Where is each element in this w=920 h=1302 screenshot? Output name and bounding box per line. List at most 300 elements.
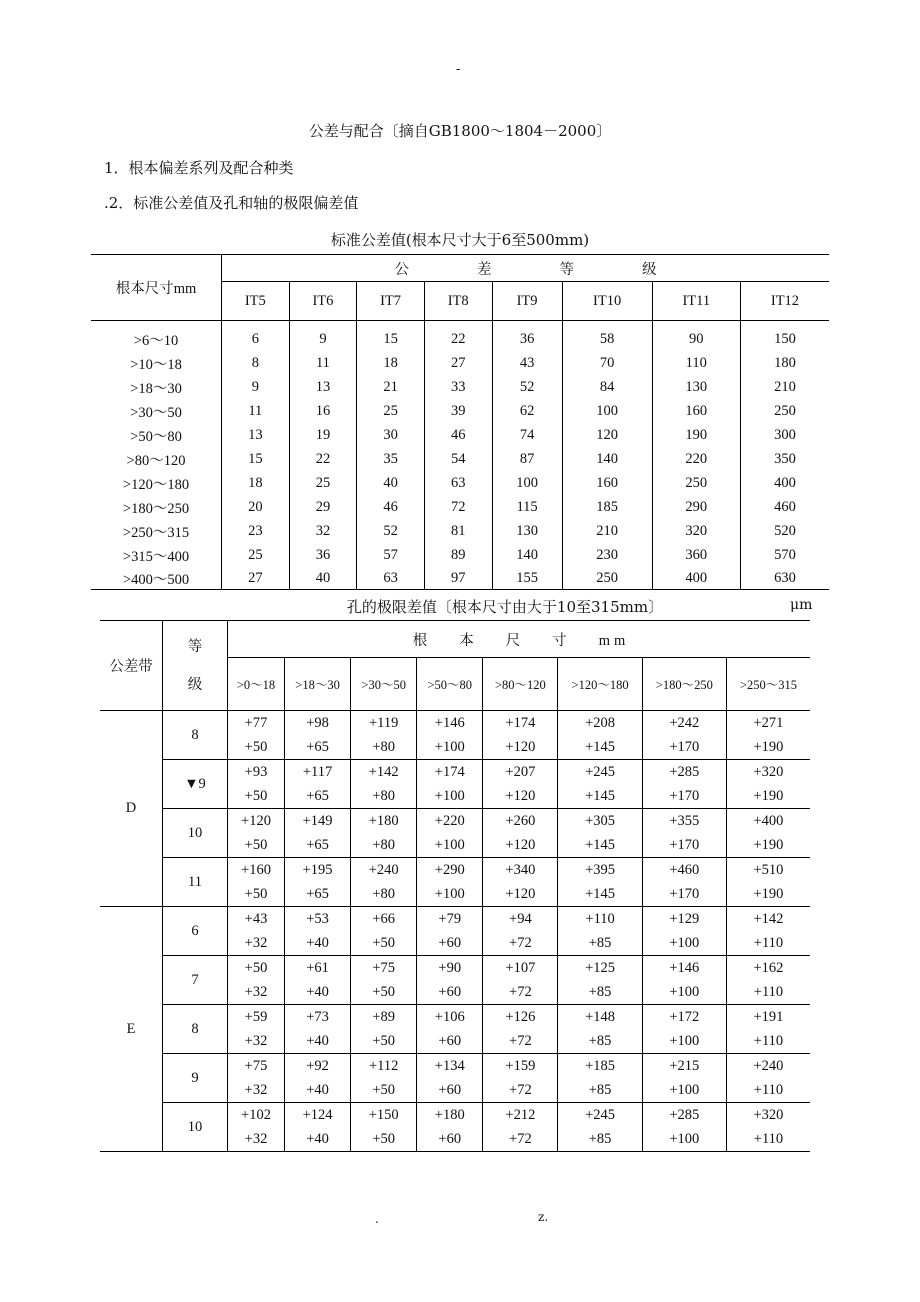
grade-cell: ▼9 bbox=[163, 760, 228, 809]
table-row bbox=[100, 1054, 810, 1079]
upper-deviation-cell: +93 bbox=[228, 760, 285, 785]
lower-deviation-cell: +100 bbox=[642, 1127, 726, 1152]
upper-deviation-cell: +160 bbox=[228, 858, 285, 883]
lower-deviation-cell: +85 bbox=[558, 1029, 642, 1054]
grade-cell: 8 bbox=[163, 1005, 228, 1054]
tolerance-cell: 72 bbox=[424, 495, 492, 519]
tolerance-cell: 20 bbox=[222, 495, 290, 519]
lower-deviation-cell: +100 bbox=[642, 980, 726, 1005]
size-group-header: 根 本 尺 寸 m m bbox=[228, 621, 811, 658]
tolerance-cell: 120 bbox=[562, 423, 652, 447]
upper-deviation-cell: +400 bbox=[726, 809, 810, 834]
section-heading-1: 1．根本偏差系列及配合种类 bbox=[104, 159, 294, 177]
upper-deviation-cell: +150 bbox=[351, 1103, 417, 1128]
upper-deviation-cell: +124 bbox=[285, 1103, 351, 1128]
tolerance-cell: 630 bbox=[740, 567, 829, 590]
table-row bbox=[91, 375, 829, 399]
upper-deviation-cell: +146 bbox=[642, 956, 726, 981]
upper-deviation-cell: +271 bbox=[726, 711, 810, 736]
upper-deviation-cell: +162 bbox=[726, 956, 810, 981]
hole-limit-deviation-table bbox=[100, 620, 810, 1152]
tolerance-cell: 160 bbox=[562, 471, 652, 495]
tolerance-cell: 25 bbox=[357, 399, 425, 423]
table-row bbox=[100, 809, 810, 834]
upper-deviation-cell: +142 bbox=[351, 760, 417, 785]
size-range-col-header: >0～18 bbox=[228, 658, 285, 711]
grade-col-header: IT11 bbox=[652, 282, 740, 321]
table-row bbox=[91, 423, 829, 447]
upper-deviation-cell: +240 bbox=[726, 1054, 810, 1079]
tolerance-cell: 360 bbox=[652, 543, 740, 567]
upper-deviation-cell: +212 bbox=[483, 1103, 558, 1128]
grade-header: 等 级 bbox=[163, 621, 228, 711]
lower-deviation-cell: +40 bbox=[285, 1029, 351, 1054]
table-row bbox=[91, 351, 829, 375]
size-range-cell: >180～250 bbox=[122, 500, 190, 517]
tolerance-cell: 15 bbox=[357, 321, 425, 352]
tolerance-cell: 19 bbox=[289, 423, 357, 447]
lower-deviation-cell: +100 bbox=[417, 735, 483, 760]
upper-deviation-cell: +90 bbox=[417, 956, 483, 981]
tolerance-cell: 100 bbox=[562, 399, 652, 423]
lower-deviation-cell: +50 bbox=[228, 735, 285, 760]
lower-deviation-cell: +50 bbox=[351, 1029, 417, 1054]
upper-deviation-cell: +285 bbox=[642, 760, 726, 785]
upper-deviation-cell: +180 bbox=[417, 1103, 483, 1128]
lower-deviation-cell: +60 bbox=[417, 1078, 483, 1103]
size-header: 根本尺寸mm bbox=[91, 255, 222, 321]
upper-deviation-cell: +77 bbox=[228, 711, 285, 736]
tolerance-cell: 400 bbox=[652, 567, 740, 590]
upper-deviation-cell: +148 bbox=[558, 1005, 642, 1030]
tolerance-cell: 115 bbox=[492, 495, 562, 519]
tolerance-cell: 54 bbox=[424, 447, 492, 471]
zone-header: 公差带 bbox=[100, 621, 163, 711]
lower-deviation-cell: +50 bbox=[228, 882, 285, 907]
upper-deviation-cell: +43 bbox=[228, 907, 285, 932]
lower-deviation-cell: +32 bbox=[228, 1127, 285, 1152]
upper-deviation-cell: +191 bbox=[726, 1005, 810, 1030]
upper-deviation-cell: +142 bbox=[726, 907, 810, 932]
lower-deviation-cell: +120 bbox=[483, 833, 558, 858]
upper-deviation-cell: +195 bbox=[285, 858, 351, 883]
table-row bbox=[91, 519, 829, 543]
upper-deviation-cell: +245 bbox=[558, 760, 642, 785]
upper-deviation-cell: +117 bbox=[285, 760, 351, 785]
unit-label: μm bbox=[790, 597, 813, 613]
size-range-cell: >18～30 bbox=[130, 380, 182, 397]
lower-deviation-cell: +85 bbox=[558, 1078, 642, 1103]
lower-deviation-cell: +145 bbox=[558, 882, 642, 907]
tolerance-cell: 185 bbox=[562, 495, 652, 519]
lower-deviation-cell: +72 bbox=[483, 980, 558, 1005]
size-range-cell: >315～400 bbox=[122, 548, 190, 565]
upper-deviation-cell: +120 bbox=[228, 809, 285, 834]
table1-caption: 标准公差值(根本尺寸大于6至500mm) bbox=[330, 231, 590, 249]
tolerance-cell: 40 bbox=[289, 567, 357, 590]
tolerance-cell: 25 bbox=[222, 543, 290, 567]
footer-left: . bbox=[375, 1212, 379, 1226]
lower-deviation-cell: +100 bbox=[642, 1029, 726, 1054]
tolerance-cell: 155 bbox=[492, 567, 562, 590]
upper-deviation-cell: +119 bbox=[351, 711, 417, 736]
tolerance-cell: 350 bbox=[740, 447, 829, 471]
table-row bbox=[100, 907, 810, 932]
upper-deviation-cell: +98 bbox=[285, 711, 351, 736]
tolerance-cell: 570 bbox=[740, 543, 829, 567]
upper-deviation-cell: +66 bbox=[351, 907, 417, 932]
upper-deviation-cell: +79 bbox=[417, 907, 483, 932]
upper-deviation-cell: +320 bbox=[726, 760, 810, 785]
upper-deviation-cell: +220 bbox=[417, 809, 483, 834]
lower-deviation-cell: +50 bbox=[228, 784, 285, 809]
lower-deviation-cell: +110 bbox=[726, 1078, 810, 1103]
lower-deviation-cell: +72 bbox=[483, 1029, 558, 1054]
tolerance-cell: 52 bbox=[357, 519, 425, 543]
tolerance-cell: 130 bbox=[492, 519, 562, 543]
lower-deviation-cell: +190 bbox=[726, 833, 810, 858]
lower-deviation-cell: +170 bbox=[642, 784, 726, 809]
tolerance-cell: 250 bbox=[740, 399, 829, 423]
lower-deviation-cell: +190 bbox=[726, 882, 810, 907]
upper-deviation-cell: +126 bbox=[483, 1005, 558, 1030]
lower-deviation-cell: +32 bbox=[228, 980, 285, 1005]
tolerance-cell: 210 bbox=[740, 375, 829, 399]
lower-deviation-cell: +60 bbox=[417, 931, 483, 956]
grade-cell: 10 bbox=[163, 1103, 228, 1152]
tolerance-cell: 190 bbox=[652, 423, 740, 447]
lower-deviation-cell: +60 bbox=[417, 980, 483, 1005]
table-row bbox=[91, 567, 829, 590]
lower-deviation-cell: +50 bbox=[228, 833, 285, 858]
upper-deviation-cell: +290 bbox=[417, 858, 483, 883]
upper-deviation-cell: +53 bbox=[285, 907, 351, 932]
tolerance-cell: 220 bbox=[652, 447, 740, 471]
tolerance-cell: 300 bbox=[740, 423, 829, 447]
tolerance-cell: 81 bbox=[424, 519, 492, 543]
tolerance-cell: 18 bbox=[357, 351, 425, 375]
lower-deviation-cell: +80 bbox=[351, 882, 417, 907]
lower-deviation-cell: +72 bbox=[483, 931, 558, 956]
upper-deviation-cell: +172 bbox=[642, 1005, 726, 1030]
tolerance-cell: 210 bbox=[562, 519, 652, 543]
grade-cell: 11 bbox=[163, 858, 228, 907]
tolerance-cell: 9 bbox=[222, 375, 290, 399]
upper-deviation-cell: +107 bbox=[483, 956, 558, 981]
upper-deviation-cell: +50 bbox=[228, 956, 285, 981]
tolerance-cell: 89 bbox=[424, 543, 492, 567]
page-title: 公差与配合〔摘自GB1800～1804－2000〕 bbox=[308, 122, 612, 140]
size-range-col-header: >180～250 bbox=[642, 658, 726, 711]
upper-deviation-cell: +395 bbox=[558, 858, 642, 883]
upper-deviation-cell: +242 bbox=[642, 711, 726, 736]
upper-deviation-cell: +245 bbox=[558, 1103, 642, 1128]
tolerance-cell: 35 bbox=[357, 447, 425, 471]
upper-deviation-cell: +146 bbox=[417, 711, 483, 736]
tolerance-cell: 140 bbox=[562, 447, 652, 471]
tolerance-zone-cell: E bbox=[100, 907, 163, 1152]
upper-deviation-cell: +129 bbox=[642, 907, 726, 932]
table-row bbox=[100, 1005, 810, 1030]
upper-deviation-cell: +89 bbox=[351, 1005, 417, 1030]
tolerance-cell: 87 bbox=[492, 447, 562, 471]
lower-deviation-cell: +120 bbox=[483, 784, 558, 809]
upper-deviation-cell: +102 bbox=[228, 1103, 285, 1128]
upper-deviation-cell: +125 bbox=[558, 956, 642, 981]
size-range-cell: >50～80 bbox=[130, 428, 182, 445]
table-row bbox=[91, 543, 829, 567]
tolerance-cell: 36 bbox=[492, 321, 562, 352]
size-range-col-header: >250～315 bbox=[726, 658, 810, 711]
table-row bbox=[91, 399, 829, 423]
lower-deviation-cell: +85 bbox=[558, 931, 642, 956]
grade-cell: 9 bbox=[163, 1054, 228, 1103]
lower-deviation-cell: +65 bbox=[285, 882, 351, 907]
tolerance-cell: 9 bbox=[289, 321, 357, 352]
grade-cell: 6 bbox=[163, 907, 228, 956]
standard-tolerance-table bbox=[91, 254, 829, 590]
upper-deviation-cell: +460 bbox=[642, 858, 726, 883]
grade-col-header: IT5 bbox=[222, 282, 290, 321]
tolerance-cell: 52 bbox=[492, 375, 562, 399]
size-range-col-header: >120～180 bbox=[558, 658, 642, 711]
tolerance-cell: 46 bbox=[424, 423, 492, 447]
table-row bbox=[91, 495, 829, 519]
grade-cell: 8 bbox=[163, 711, 228, 760]
upper-deviation-cell: +159 bbox=[483, 1054, 558, 1079]
tolerance-cell: 520 bbox=[740, 519, 829, 543]
tolerance-cell: 33 bbox=[424, 375, 492, 399]
tolerance-cell: 27 bbox=[424, 351, 492, 375]
table-row bbox=[91, 321, 829, 352]
tolerance-cell: 100 bbox=[492, 471, 562, 495]
tolerance-cell: 32 bbox=[289, 519, 357, 543]
lower-deviation-cell: +170 bbox=[642, 735, 726, 760]
tolerance-cell: 30 bbox=[357, 423, 425, 447]
lower-deviation-cell: +40 bbox=[285, 1078, 351, 1103]
lower-deviation-cell: +32 bbox=[228, 1029, 285, 1054]
grade-cell: 10 bbox=[163, 809, 228, 858]
lower-deviation-cell: +60 bbox=[417, 1029, 483, 1054]
tolerance-cell: 39 bbox=[424, 399, 492, 423]
lower-deviation-cell: +85 bbox=[558, 1127, 642, 1152]
upper-deviation-cell: +180 bbox=[351, 809, 417, 834]
grade-col-header: IT9 bbox=[492, 282, 562, 321]
tolerance-cell: 250 bbox=[562, 567, 652, 590]
lower-deviation-cell: +50 bbox=[351, 1127, 417, 1152]
upper-deviation-cell: +174 bbox=[417, 760, 483, 785]
tolerance-cell: 57 bbox=[357, 543, 425, 567]
size-range-col-header: >50～80 bbox=[417, 658, 483, 711]
tolerance-cell: 23 bbox=[222, 519, 290, 543]
tolerance-cell: 62 bbox=[492, 399, 562, 423]
tolerance-cell: 18 bbox=[222, 471, 290, 495]
upper-deviation-cell: +355 bbox=[642, 809, 726, 834]
upper-deviation-cell: +92 bbox=[285, 1054, 351, 1079]
size-range-cell: >400～500 bbox=[91, 567, 222, 590]
tolerance-cell: 11 bbox=[289, 351, 357, 375]
upper-deviation-cell: +510 bbox=[726, 858, 810, 883]
lower-deviation-cell: +50 bbox=[351, 1078, 417, 1103]
lower-deviation-cell: +110 bbox=[726, 1029, 810, 1054]
upper-deviation-cell: +240 bbox=[351, 858, 417, 883]
size-range-col-header: >30～50 bbox=[351, 658, 417, 711]
tolerance-cell: 320 bbox=[652, 519, 740, 543]
upper-deviation-cell: +106 bbox=[417, 1005, 483, 1030]
tolerance-cell: 84 bbox=[562, 375, 652, 399]
upper-deviation-cell: +75 bbox=[351, 956, 417, 981]
tolerance-cell: 230 bbox=[562, 543, 652, 567]
section-heading-2: .2．标准公差值及孔和轴的极限偏差值 bbox=[104, 194, 359, 212]
upper-deviation-cell: +112 bbox=[351, 1054, 417, 1079]
lower-deviation-cell: +100 bbox=[417, 882, 483, 907]
footer-right: z. bbox=[538, 1210, 549, 1224]
tolerance-cell: 250 bbox=[652, 471, 740, 495]
grade-col-header: IT12 bbox=[740, 282, 829, 321]
table-row bbox=[100, 711, 810, 736]
lower-deviation-cell: +145 bbox=[558, 735, 642, 760]
lower-deviation-cell: +40 bbox=[285, 1127, 351, 1152]
upper-deviation-cell: +208 bbox=[558, 711, 642, 736]
lower-deviation-cell: +190 bbox=[726, 735, 810, 760]
upper-deviation-cell: +73 bbox=[285, 1005, 351, 1030]
tolerance-cell: 110 bbox=[652, 351, 740, 375]
size-range-cell: >30～50 bbox=[130, 404, 182, 421]
tolerance-cell: 140 bbox=[492, 543, 562, 567]
lower-deviation-cell: +170 bbox=[642, 882, 726, 907]
grade-col-header: IT6 bbox=[289, 282, 357, 321]
size-range-cell: >80～120 bbox=[126, 452, 186, 469]
lower-deviation-cell: +65 bbox=[285, 735, 351, 760]
lower-deviation-cell: +50 bbox=[351, 931, 417, 956]
table-row bbox=[91, 447, 829, 471]
tolerance-cell: 16 bbox=[289, 399, 357, 423]
tolerance-cell: 70 bbox=[562, 351, 652, 375]
upper-deviation-cell: +75 bbox=[228, 1054, 285, 1079]
tolerance-cell: 460 bbox=[740, 495, 829, 519]
lower-deviation-cell: +100 bbox=[642, 931, 726, 956]
tolerance-cell: 13 bbox=[222, 423, 290, 447]
tolerance-cell: 180 bbox=[740, 351, 829, 375]
lower-deviation-cell: +145 bbox=[558, 784, 642, 809]
upper-deviation-cell: +149 bbox=[285, 809, 351, 834]
tolerance-cell: 58 bbox=[562, 321, 652, 352]
lower-deviation-cell: +145 bbox=[558, 833, 642, 858]
lower-deviation-cell: +40 bbox=[285, 931, 351, 956]
tolerance-cell: 130 bbox=[652, 375, 740, 399]
lower-deviation-cell: +120 bbox=[483, 735, 558, 760]
grade-group-header: 公 差 等 级 bbox=[222, 255, 830, 282]
lower-deviation-cell: +80 bbox=[351, 784, 417, 809]
lower-deviation-cell: +32 bbox=[228, 931, 285, 956]
upper-deviation-cell: +207 bbox=[483, 760, 558, 785]
upper-deviation-cell: +134 bbox=[417, 1054, 483, 1079]
tolerance-cell: 160 bbox=[652, 399, 740, 423]
table-row bbox=[91, 471, 829, 495]
lower-deviation-cell: +100 bbox=[642, 1078, 726, 1103]
tolerance-cell: 400 bbox=[740, 471, 829, 495]
table-row bbox=[100, 760, 810, 785]
tolerance-cell: 90 bbox=[652, 321, 740, 352]
lower-deviation-cell: +110 bbox=[726, 931, 810, 956]
upper-deviation-cell: +215 bbox=[642, 1054, 726, 1079]
grade-col-header: IT7 bbox=[357, 282, 425, 321]
lower-deviation-cell: +50 bbox=[351, 980, 417, 1005]
size-range-cell: >120～180 bbox=[122, 476, 190, 493]
table-row bbox=[100, 858, 810, 883]
tolerance-cell: 40 bbox=[357, 471, 425, 495]
upper-deviation-cell: +174 bbox=[483, 711, 558, 736]
tolerance-cell: 290 bbox=[652, 495, 740, 519]
lower-deviation-cell: +72 bbox=[483, 1078, 558, 1103]
size-range-cell: >6～10 bbox=[133, 332, 179, 349]
tolerance-cell: 6 bbox=[222, 321, 290, 352]
tolerance-cell: 74 bbox=[492, 423, 562, 447]
upper-deviation-cell: +59 bbox=[228, 1005, 285, 1030]
grade-col-header: IT8 bbox=[424, 282, 492, 321]
table-row bbox=[100, 956, 810, 981]
upper-deviation-cell: +61 bbox=[285, 956, 351, 981]
tolerance-cell: 43 bbox=[492, 351, 562, 375]
upper-deviation-cell: +285 bbox=[642, 1103, 726, 1128]
size-range-col-header: >18～30 bbox=[285, 658, 351, 711]
size-range-cell: >250～315 bbox=[122, 524, 190, 541]
table2-caption: 孔的极限差值〔根本尺寸由大于10至315mm〕 bbox=[346, 598, 664, 616]
tolerance-cell: 21 bbox=[357, 375, 425, 399]
lower-deviation-cell: +110 bbox=[726, 1127, 810, 1152]
upper-deviation-cell: +305 bbox=[558, 809, 642, 834]
lower-deviation-cell: +170 bbox=[642, 833, 726, 858]
header-mark: - bbox=[456, 62, 461, 77]
grade-cell: 7 bbox=[163, 956, 228, 1005]
upper-deviation-cell: +110 bbox=[558, 907, 642, 932]
tolerance-cell: 63 bbox=[424, 471, 492, 495]
tolerance-cell: 29 bbox=[289, 495, 357, 519]
table-row bbox=[100, 1103, 810, 1128]
lower-deviation-cell: +65 bbox=[285, 784, 351, 809]
tolerance-cell: 27 bbox=[222, 567, 290, 590]
lower-deviation-cell: +72 bbox=[483, 1127, 558, 1152]
tolerance-cell: 36 bbox=[289, 543, 357, 567]
tolerance-cell: 97 bbox=[424, 567, 492, 590]
upper-deviation-cell: +320 bbox=[726, 1103, 810, 1128]
upper-deviation-cell: +94 bbox=[483, 907, 558, 932]
tolerance-cell: 15 bbox=[222, 447, 290, 471]
size-range-col-header: >80～120 bbox=[483, 658, 558, 711]
lower-deviation-cell: +40 bbox=[285, 980, 351, 1005]
size-range-cell: >10～18 bbox=[130, 356, 182, 373]
grade-col-header: IT10 bbox=[562, 282, 652, 321]
lower-deviation-cell: +85 bbox=[558, 980, 642, 1005]
lower-deviation-cell: +65 bbox=[285, 833, 351, 858]
tolerance-cell: 46 bbox=[357, 495, 425, 519]
tolerance-cell: 150 bbox=[740, 321, 829, 352]
lower-deviation-cell: +80 bbox=[351, 735, 417, 760]
tolerance-cell: 8 bbox=[222, 351, 290, 375]
lower-deviation-cell: +190 bbox=[726, 784, 810, 809]
tolerance-zone-cell: D bbox=[100, 711, 163, 907]
lower-deviation-cell: +32 bbox=[228, 1078, 285, 1103]
lower-deviation-cell: +60 bbox=[417, 1127, 483, 1152]
lower-deviation-cell: +110 bbox=[726, 980, 810, 1005]
upper-deviation-cell: +260 bbox=[483, 809, 558, 834]
lower-deviation-cell: +80 bbox=[351, 833, 417, 858]
lower-deviation-cell: +120 bbox=[483, 882, 558, 907]
tolerance-cell: 25 bbox=[289, 471, 357, 495]
tolerance-cell: 22 bbox=[289, 447, 357, 471]
tolerance-cell: 13 bbox=[289, 375, 357, 399]
tolerance-cell: 63 bbox=[357, 567, 425, 590]
